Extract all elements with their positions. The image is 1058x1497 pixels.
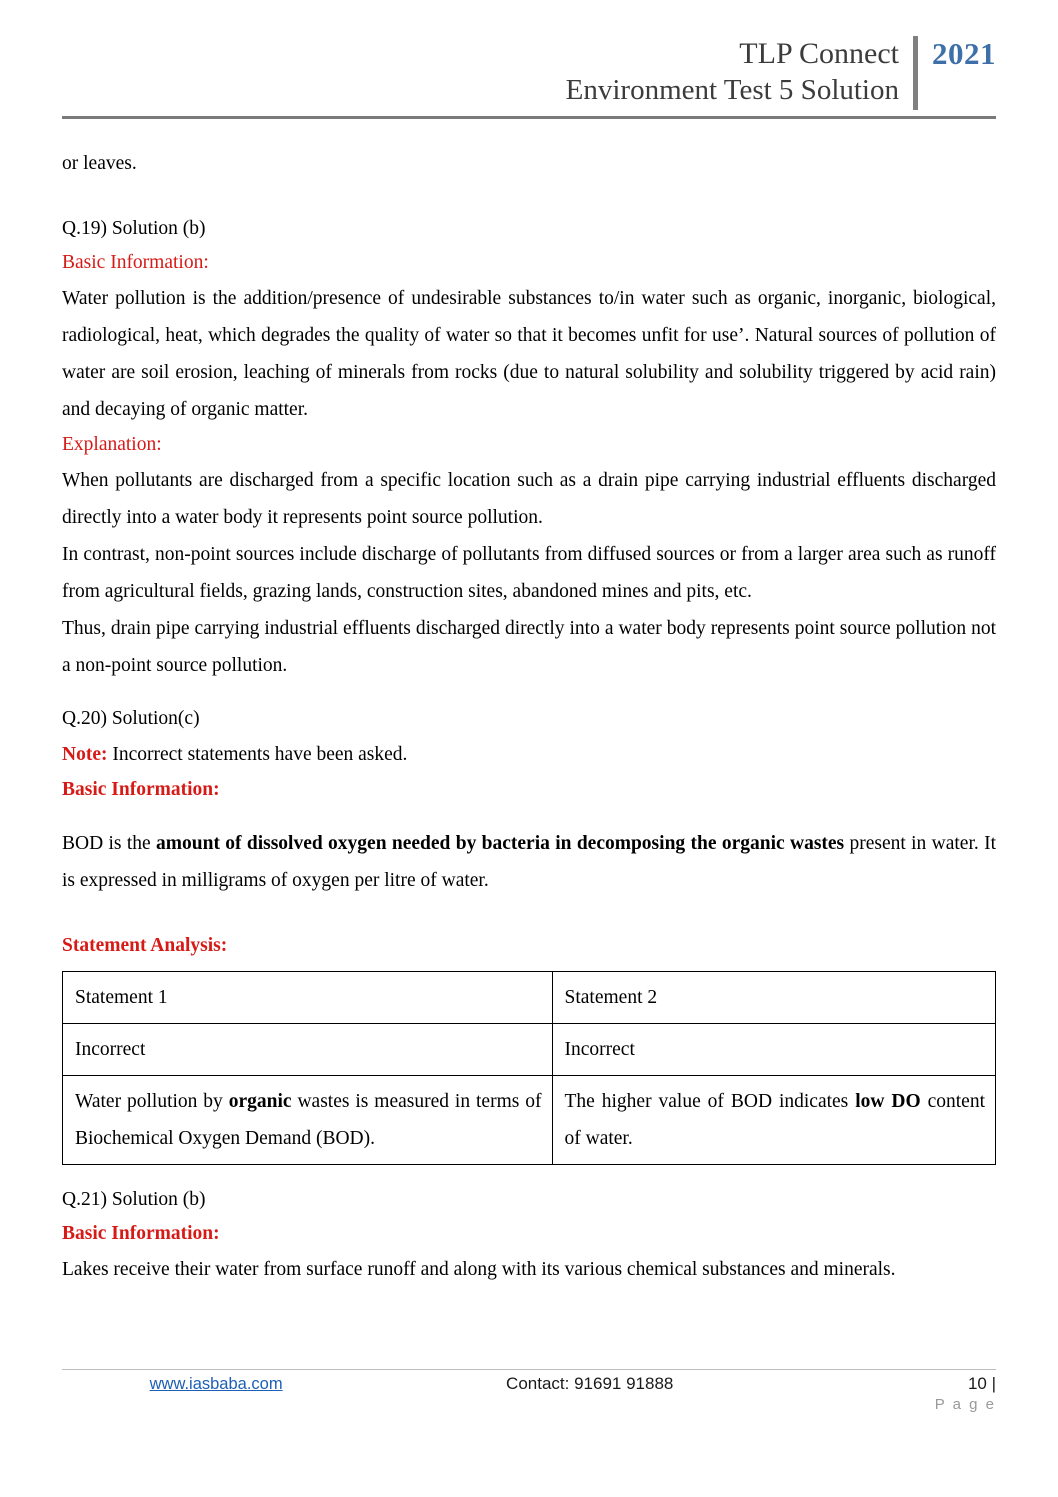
table-cell-statement-1: [63, 1076, 553, 1165]
q19-explanation-paragraph-1: When pollutants are discharged from a specific location such as a drain pipe carrying industrial effluents discharged directly into a water body it represents point source pollution.: [62, 470, 996, 528]
footer-rule: [62, 1369, 996, 1370]
page-footer: [62, 1369, 996, 1413]
footer-page-number: 10 |: [967, 1374, 996, 1393]
carryover-text: or leaves.: [62, 153, 137, 174]
table-verdict-statement-2: Incorrect: [552, 1024, 996, 1076]
table-verdict-statement-1: Incorrect: [63, 1024, 553, 1076]
q20-note: [62, 736, 996, 773]
header-titles: [566, 36, 913, 108]
statement-analysis-table: [62, 971, 996, 1165]
footer-website[interactable]: [62, 1374, 370, 1394]
table-cell-statement-2: [552, 1076, 996, 1165]
statement-2-post: content of water.: [564, 1091, 985, 1149]
statement-2-pre: The higher value of BOD indicates: [564, 1091, 856, 1112]
header-inner: [566, 36, 996, 110]
q20-bod-text: [62, 825, 996, 899]
document-content: [0, 145, 1058, 1288]
table-row-statements: [63, 1076, 996, 1165]
q21-basic-information-label: Basic Information:: [62, 1223, 220, 1244]
table-header-statement-2: Statement 2: [552, 972, 996, 1024]
statement-1-bold: organic: [228, 1091, 292, 1112]
q20-heading: Q.20) Solution(c): [62, 708, 200, 729]
q20-note-label: Note:: [62, 744, 108, 765]
q20-note-text: Incorrect statements have been asked.: [107, 744, 408, 765]
header-rule: [62, 116, 996, 119]
q19-explanation-paragraph-3: Thus, drain pipe carrying industrial effluents discharged directly into a water body represents point source pollution not a non-point source pollution.: [62, 618, 996, 676]
table-row-headers: [63, 972, 996, 1024]
statement-1-pre: Water pollution by: [75, 1091, 229, 1112]
statement-1-post: wastes is measured in terms of Biochemical Oxygen Demand (BOD).: [75, 1091, 542, 1149]
q20-bod-text-bold: amount of dissolved oxygen needed by bacteria in decomposing the organic wastes: [156, 833, 845, 854]
q19-basic-information-text: Water pollution is the addition/presence of undesirable substances to/in water such as organic, inorganic, biological, radiological, heat, which degrades the quality of water so that it becomes unfit for use’. Natural sources of pollution of water are soil erosion, leaching of minerals from rocks (due to natural solubility and solubility triggered by acid rain) and decaying of organic matter.: [62, 288, 996, 420]
header-title-line1: TLP Connect: [739, 37, 899, 70]
q21-heading: Q.21) Solution (b): [62, 1189, 206, 1210]
q19-explanation-label: Explanation:: [62, 434, 162, 455]
table-header-statement-1: Statement 1: [63, 972, 553, 1024]
header-year: 2021: [932, 36, 996, 71]
q20-basic-information-label: Basic Information:: [62, 779, 220, 800]
q19-explanation-paragraph-2: In contrast, non-point sources include discharge of pollutants from diffused sources or from a larger area such as runoff from agricultural fields, grazing lands, construction sites, abandoned mines and pits, etc.: [62, 544, 996, 602]
page-header: [0, 0, 1058, 110]
statement-2-bold: low DO: [855, 1091, 921, 1112]
header-divider-bar: [913, 36, 918, 110]
footer-website-link[interactable]: www.iasbaba.com: [149, 1375, 283, 1393]
table-row-verdicts: [63, 1024, 996, 1076]
q20-bod-text-part2: present in water. It is expressed in milligrams of oxygen per litre of water.: [62, 833, 996, 891]
q20-bod-text-part1: BOD is the: [62, 833, 157, 854]
footer-contact: Contact: 91691 91888: [506, 1374, 674, 1393]
header-title-line2: Environment Test 5 Solution: [565, 74, 899, 106]
footer-page-word: P a g e: [934, 1396, 996, 1413]
q19-heading: Q.19) Solution (b): [62, 218, 206, 239]
footer-row: [62, 1374, 996, 1394]
q20-statement-analysis-label: Statement Analysis:: [62, 935, 228, 956]
q21-text: Lakes receive their water from surface runoff and along with its various chemical substances and minerals.: [62, 1259, 896, 1280]
q19-basic-information-label: Basic Information:: [62, 252, 209, 273]
